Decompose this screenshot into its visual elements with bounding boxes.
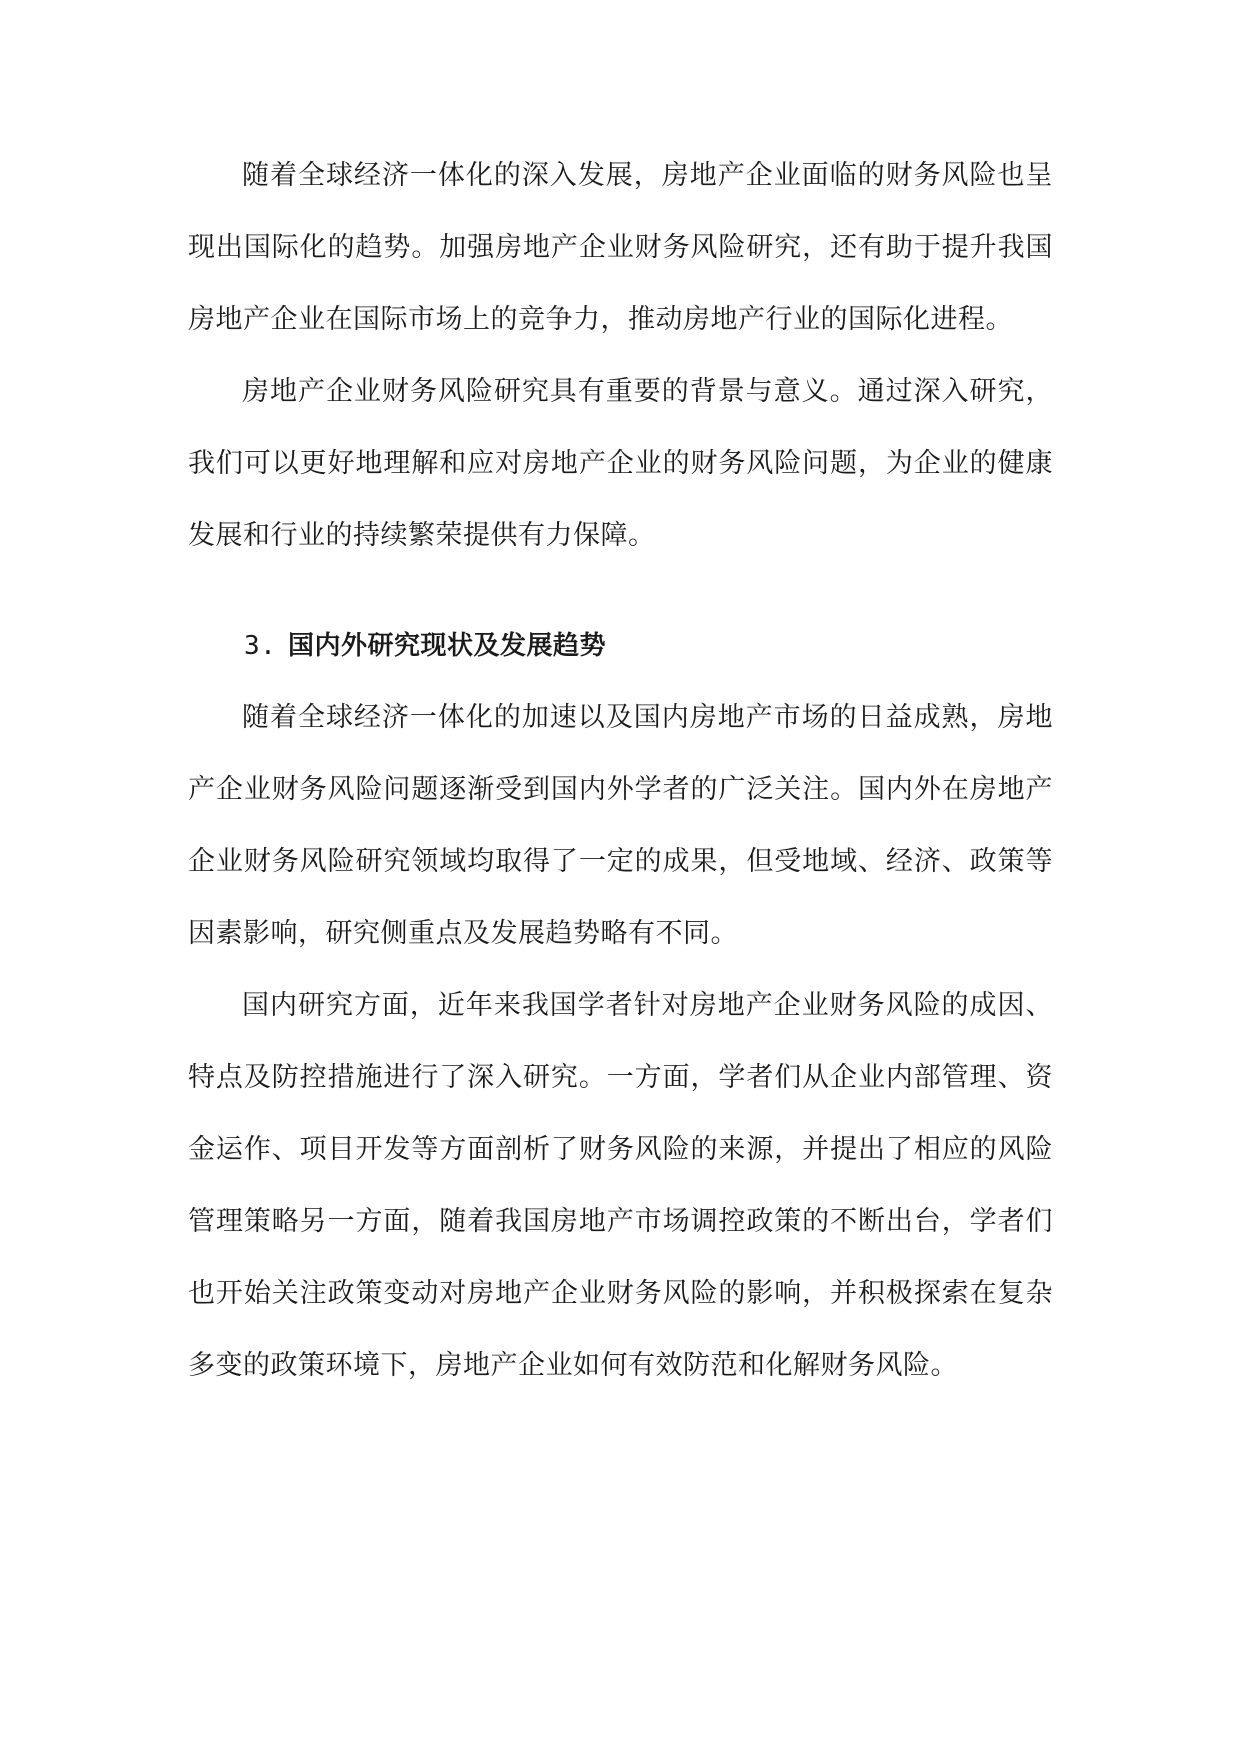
paragraph-research-significance: 房地产企业财务风险研究具有重要的背景与意义。通过深入研究，我们可以更好地理解和应对房地产企业的财务风险问题，为企业的健康发展和行业的持续繁荣提供有力保障。 bbox=[188, 376, 1053, 551]
document-body bbox=[188, 140, 1053, 1402]
section-title: 国内外研究现状及发展趋势 bbox=[288, 631, 607, 661]
paragraph-research-overview: 随着全球经济一体化的加速以及国内房地产市场的日益成熟，房地产企业财务风险问题逐渐受到国内外学者的广泛关注。国内外在房地产企业财务风险研究领域均取得了一定的成果，但受地域、经济、政策等因素影响，研究侧重点及发展趋势略有不同。 bbox=[188, 702, 1053, 949]
section-number: 3. bbox=[244, 631, 277, 661]
paragraph-domestic-research: 国内研究方面，近年来我国学者针对房地产企业财务风险的成因、特点及防控措施进行了深入研究。一方面，学者们从企业内部管理、资金运作、项目开发等方面剖析了财务风险的来源，并提出了相应的风险管理策略另一方面，随着我国房地产市场调控政策的不断出台，学者们也开始关注政策变动对房地产企业财务风险的影响，并积极探索在复杂多变的政策环境下，房地产企业如何有效防范和化解财务风险。 bbox=[188, 990, 1053, 1381]
paragraph-international-trend: 随着全球经济一体化的深入发展，房地产企业面临的财务风险也呈现出国际化的趋势。加强房地产企业财务风险研究，还有助于提升我国房地产企业在国际市场上的竞争力，推动房地产行业的国际化进程。 bbox=[188, 160, 1053, 335]
section-heading bbox=[188, 610, 1053, 682]
